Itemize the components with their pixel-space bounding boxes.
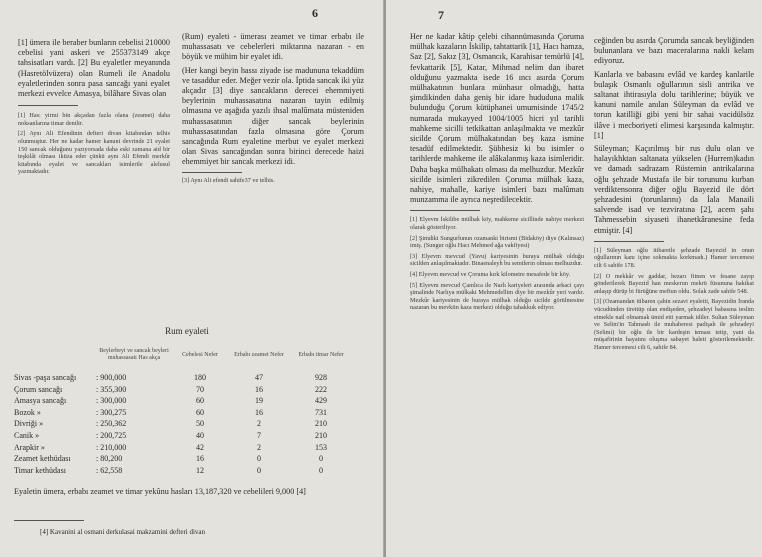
table-summary: Eyaletin ümera, erbabı zeamet ve timar yekûnu hasları 13,187,320 ve cebelileri 9,000 [4] (14, 487, 306, 496)
right-column-2 (594, 36, 754, 355)
table-row (14, 430, 360, 442)
page-number: 7 (438, 8, 444, 22)
footnote-divider (18, 105, 78, 106)
table-row (14, 372, 360, 384)
rum-eyaleti-table (14, 326, 360, 476)
timar-value: 210 (315, 430, 327, 440)
province-name: Timar kethüdası (14, 465, 66, 475)
has-value: : 355,300 (96, 384, 127, 394)
timar-value: 429 (315, 396, 327, 406)
has-value: : 210,000 (96, 442, 127, 452)
timar-value: 0 (319, 454, 323, 464)
zeamet-value: 16 (255, 407, 263, 417)
zeamet-value: 7 (257, 430, 261, 440)
table-row (14, 384, 360, 396)
cebelesi-value: 50 (196, 419, 204, 429)
timar-value: 928 (315, 373, 327, 382)
timar-value: 0 (319, 465, 323, 475)
zeamet-value: 0 (257, 465, 261, 475)
header-zeamet: Erbabı zeamet Nefer (234, 351, 284, 358)
has-value: : 200,725 (96, 430, 127, 440)
province-name: Amasya sancağı (14, 396, 67, 406)
footnote: [2] O mekkâr ve gaddar, hezarı fitnen ve fesane zayıp gönderilerek Bayezid han meskerun mekrü füsununa hakikat anlaşıp dürüp bi fürüğüne meftun oldu. Solak zade sahife 548. (594, 272, 754, 295)
paragraph: [1] ümera ile beraber bunların cebelisi 210000 cebelisi yani askeri ve 255373149 akçe tahsisatları vardı. [2] Bu eyaletler meyanında (Hasretölvüzera) olan Rumeli ile Anadolu eyaletlerinden sonra pasa sancağı yani eyalet merkezi evvelce Amasya, bilâhare Sivas olan (18, 38, 170, 99)
table-header (14, 338, 360, 372)
footnote: [3] Aynı Ali efendi sahife37 ve telhis. (182, 176, 275, 184)
cebelesi-value: 40 (196, 430, 204, 440)
footnote-divider (594, 241, 664, 242)
cebelesi-value: 12 (196, 465, 204, 475)
header-cebelesi: Cebelesi Nefer (182, 351, 218, 358)
table-row (14, 442, 360, 454)
timar-value: 153 (315, 442, 327, 452)
cebelesi-value: 180 (194, 373, 206, 382)
right-page (386, 0, 762, 557)
cebelesi-value: 70 (196, 384, 204, 394)
page-number: 6 (312, 6, 318, 20)
timar-value: 222 (315, 384, 327, 394)
paragraph: (Her kangi beyin hassı ziyade ise madununa tekaddüm ve tasaddur eder. Meğer vezir ola. İptida sancak iki yüz akçadır [3] diye sancakların derecei ehemmiyeti beylerinin muhassasatına nazaran tayin edilmiş olmasına ve aşağıda yazılı ihsal malûmata müsteniden muhassasatının diğer sancak beylerinin muhassasatından fazla olmasına göre Çorum sancağında Rum eyaletine merbut ve eyalet merkezi olan Sivas sancağından sonra birinci derecede haizi ehemmiyet bir sancak merkezi idi. (182, 65, 364, 167)
footnote-divider (14, 520, 84, 521)
has-value: : 300,000 (96, 396, 127, 406)
has-value: : 80,200 (96, 454, 123, 464)
footnote: [1] Has: yirmi bin akçadan fazla olana (zeamet) daha noksanlarına timar denilir. (18, 112, 170, 127)
paragraph: Süleyman; Kaçırılmış bir rus dulu olan ve halayıkhktan saltanata yükselen (Hurrem)kadın ve damadı sadrazam Rüstemin antrikalarına oğlu şehzade Mustafa ile bir torununu kurban verdiktensonra diğer oğlu Bayezid ile dört şehzadesini (torunlarını) da İala Manaili salvende isad ve tezviratına [2], acem şahı Tahmessebin siyaseti ihanetkâranesine feda etmiştir. [4] (594, 144, 754, 235)
left-column-2 (182, 32, 364, 187)
zeamet-value: 0 (257, 454, 261, 464)
cebelesi-value: 60 (196, 407, 204, 417)
zeamet-value: 2 (257, 419, 261, 429)
province-name: Canik » (14, 430, 40, 440)
paragraph: Kanlarla ve babasını evlâd ve kardeş kanlarile bulaşık Osmanlı oğullarının sisli antrika ve saltanat ihtirasıyla dolu tarihlerine; büyük ve kanuni namile anılan Süleyman da evlâd ve torun katilliği gibi yeni bir sahai vacidülsöz ilâve i mecboriyeti elimesi karşısında kalmıştır. [1] (594, 69, 754, 140)
footnote-divider (182, 172, 242, 173)
zeamet-value: 2 (257, 442, 261, 452)
province-name: Zeamet kethüdası (14, 454, 71, 464)
table-title: Rum eyaleti (165, 326, 209, 336)
province-name: Çorum sancağı (14, 384, 63, 394)
footnote: [2] Aynı Ali Efendinin defteri divan kitabından telhis olunmuştur. Her ne kadar hamer kanuni devrinde 21 eyalet 150 sancak olduğunu yazıyorsada daha eski zamana aid bir teşkilât olması iktiza eder çünkü aynı Ali Efendi merkûr kitabında eyalet ve sancakları isimlerile alelusul yazmaktadır. (18, 130, 170, 176)
province-name: Divriği » (14, 419, 44, 429)
province-name: Bozok » (14, 407, 41, 417)
footnote: [1] Elyevm İskilibe mülhak köy, mahkeme sicillinde nahiye merkezi olarak gösteriliyor. (410, 216, 584, 232)
footnote: [4] Elyevm mevcud ve Çoruma kırk kilometre mesafede bir köy. (410, 271, 571, 279)
left-column-1 (18, 38, 170, 179)
cebelesi-value: 16 (196, 454, 204, 464)
has-value: : 62,558 (96, 465, 123, 475)
footnote: [2] Şimdiki Sungurlunun ozamanki birismi (Bidaköy) diye (Kalınsaz) imiş. (Sungur oğlu Hacı Mehmed ağa vakfiyesi) (410, 234, 584, 250)
header-timar: Erbabı timar Nefer (298, 351, 344, 358)
timar-value: 731 (315, 407, 327, 417)
cebelesi-value: 60 (196, 396, 204, 406)
footnote: [1] Süleyman oğlu itibaretle şehzade Bayezid in onun oğullarının kanı içine sokmakta korkmadı.) Hamer tercemesi cilt 6 sahife 178. (594, 246, 754, 270)
table-row (14, 418, 360, 430)
footnote: [3] (Ozamandan itibaren çahin sezavi eyaletti, Bayezidin İranda vücudünden tirettüp olan endişeden, şehzadeyi babasına teslim etmekle nail olmamak ümid etti yarmak idiler. Sultan Süleyman ve Selim'in Tahmasb ile muhaberesi padişah ile şehzadeyi (Selimi) bir oğlu ile bir kardeşin teması tetip, yani da müşafirinin hayatını oluşma sabayet haleti gösterilemektedir. Hamer tercemesi cilt 6, sahife 84. (594, 298, 754, 351)
footnote: [4] Kavanini al osmani derkulasai makzamini defteri divan (40, 528, 206, 536)
has-value: : 300,275 (96, 407, 127, 417)
table-row (14, 395, 360, 407)
timar-value: 210 (315, 419, 327, 429)
right-column-1 (410, 32, 584, 315)
paragraph: (Rum) eyaleti - ümerası zeamet ve timar erbabı ile muhassasatı ve cebelerleri miktarına nazaran - en böyük ve mühim bir eyalet idi. (182, 32, 364, 62)
footnote: [5] Elyevm mevcud Çamlıca ile Narlı kariyeleri arasında arkaci çayı şimalinde Narlıya mülkaki Mehmedellim diye bir mezkûr yeri vardır. Mezkûr kariyesinin de buraya mülhak olduğu sicilde görülmesine nazaran bu mevkiin kaza merkezi olduğu tahakkuk ediyor. (410, 281, 584, 312)
table-row (14, 453, 360, 465)
zeamet-value: 16 (255, 384, 263, 394)
has-value: : 900,000 (96, 373, 127, 382)
footnote-divider (410, 210, 480, 211)
province-name: Arapkir » (14, 442, 45, 452)
table-body (14, 372, 360, 476)
paragraph: ceğinden bu asırda Çorumda sancak beyliğinden bulunanlara ve bazı maceralarına nakli kelam ediyoruz. (594, 36, 754, 66)
table-row (14, 465, 360, 477)
has-value: : 250,362 (96, 419, 127, 429)
province-name: Sivas -paşa sancağı (14, 373, 77, 382)
zeamet-value: 47 (255, 373, 263, 382)
header-has: Beylerbeyi ve sancak beyleri muhassasatı Has akça (99, 348, 169, 361)
paragraph: Her ne kadar kâtip çelebi cihannümasında Çoruma mülhak kazaların İskilip, tahtattarik [1], Hacı hamza, Saz [2], Sakız [3], Osmancık, Karahisar temürlü [4], fevkattarik [5], Katar, Mihmad nelim dan ibaret olduğunu yazmakta isede 16 ıncı asırda Çorum mülhakatının bunlara münhasır olmadığı, hatta şimdikinden daha geniş bir idare hududuna malik bulunduğu Çorum kütüphanei umumisinde 1745/2 numarada mukayyed 1004/1005 hicri yıl tarihli mahkeme sicilli tetkikattan anlaşılmakta ve mezkûr sicilde Çorum mülhakatından beş kaza ismine tesadüf edilmektedir. Şübhesiz ki bu isimler o tarihlerde mahkeme ile alâkalanmış kaza isimleridir. Daha başka mülhakatı olması da melhuzdur. Mezkûr sicilde isimleri zikredilen Çoruma mülhak kaza, nahiye, mahalle, kariye isimleri bazı malûmatı munzamma ile ayrıca neşredilecektir. (410, 32, 584, 205)
footnote: [3] Elyevm mevcud (Yavu) kariyesinin buraya mülhak olduğu sicilden anlaşılmaktadır. Binaenaleyh bu semtlerin olması melhuzdur. (410, 252, 584, 268)
zeamet-value: 19 (255, 396, 263, 406)
cebelesi-value: 42 (196, 442, 204, 452)
table-row (14, 407, 360, 419)
